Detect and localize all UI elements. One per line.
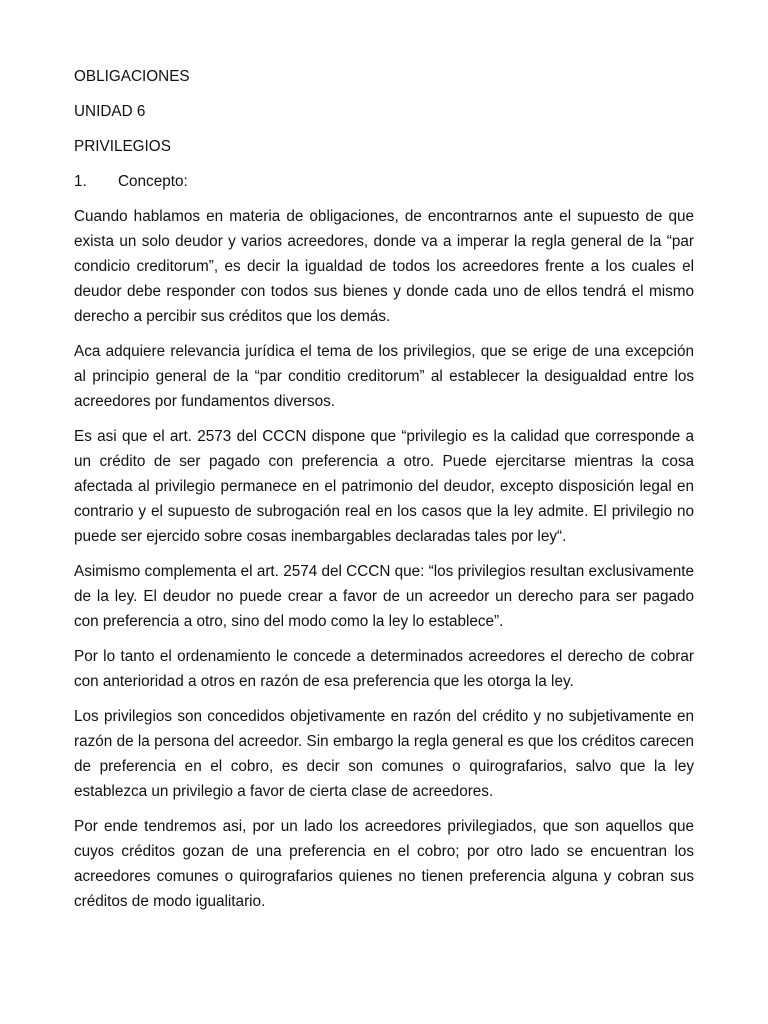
section-title: Concepto: — [118, 173, 188, 190]
paragraph: Asimismo complementa el art. 2574 del CCCN que: “los privilegios resultan exclusivamente de la ley. El deudor no puede crear a favor de un acreedor un derecho para ser pagado con preferencia a otro, sino del modo como la ley lo establece”. — [74, 563, 694, 630]
paragraph: Es asi que el art. 2573 del CCCN dispone que “privilegio es la calidad que corresponde a un crédito de ser pagado con preferencia a otro. Puede ejercitarse mientras la cosa afectada al privilegio permanece en el patrimonio del deudor, excepto disposición legal en contrario y el supuesto de subrogación real en los casos que la ley admite. El privilegio no puede ser ejercido sobre cosas inembargables declaradas tales por ley“. — [74, 428, 694, 545]
paragraph: Cuando hablamos en materia de obligaciones, de encontrarnos ante el supuesto de que exista un solo deudor y varios acreedores, donde va a imperar la regla general de la “par condicio creditorum”, es decir la igualdad de todos los acreedores frente a los cuales el deudor debe responder con todos sus bienes y donde cada uno de ellos tendrá el mismo derecho a percibir sus créditos que los demás. — [74, 208, 694, 325]
document-heading-obligaciones: OBLIGACIONES — [74, 68, 190, 85]
paragraph: Por lo tanto el ordenamiento le concede a determinados acreedores el derecho de cobrar con anterioridad a otros en razón de esa preferencia que les otorga la ley. — [74, 648, 694, 690]
document-heading-privilegios: PRIVILEGIOS — [74, 138, 171, 155]
document-page — [74, 64, 694, 924]
paragraph: Por ende tendremos asi, por un lado los acreedores privilegiados, que son aquellos que cuyos créditos gozan de una preferencia en el cobro; por otro lado se encuentran los acreedores comunes o quirografarios quienes no tienen preferencia alguna y cobran sus créditos de modo igualitario. — [74, 818, 694, 910]
paragraph: Aca adquiere relevancia jurídica el tema de los privilegios, que se erige de una excepción al principio general de la “par conditio creditorum” al establecer la desigualdad entre los acreedores por fundamentos diversos. — [74, 343, 694, 410]
section-number: 1. — [74, 173, 87, 190]
document-heading-unidad: UNIDAD 6 — [74, 103, 146, 120]
paragraph: Los privilegios son concedidos objetivamente en razón del crédito y no subjetivamente en razón de la persona del acreedor. Sin embargo la regla general es que los créditos carecen de preferencia en el cobro, es decir son comunes o quirografarios, salvo que la ley establezca un privilegio a favor de cierta clase de acreedores. — [74, 708, 694, 800]
section-heading — [74, 169, 694, 194]
